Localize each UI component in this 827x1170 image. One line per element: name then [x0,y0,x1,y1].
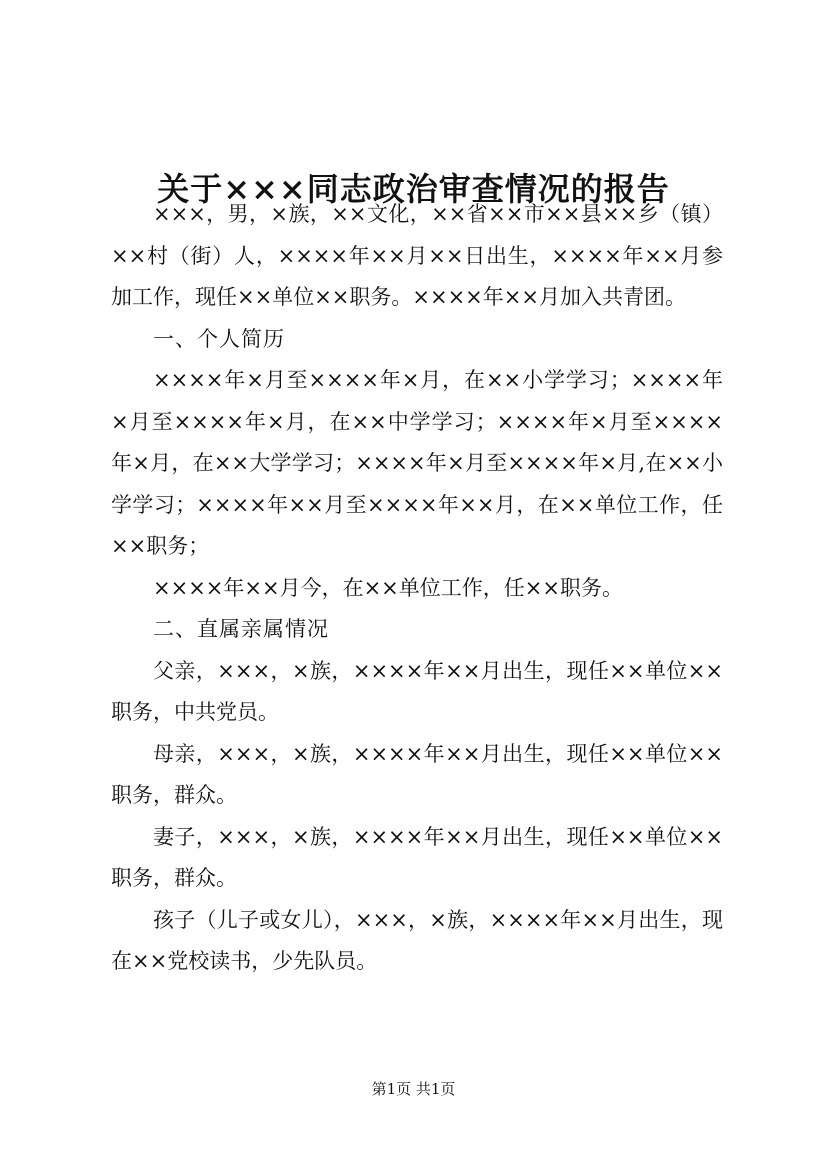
resume-paragraph: ××××年×月至××××年×月，在××小学学习；××××年×月至××××年×月，在××中学学习；××××年×月至××××年×月，在××大学学习；××××年×月至××××年×月,在××小学学习；××××年××月至××××年××月，在××单位工作，任××职务； [111,368,723,558]
father-paragraph: 父亲，×××，×族，××××年××月出生，现任××单位××职务，中共党员。 [111,658,723,724]
mother-paragraph: 母亲，×××，×族，××××年××月出生，现任××单位××职务，群众。 [111,741,723,807]
document-body [111,194,723,983]
current-position-paragraph: ××××年××月今，在××单位工作，任××职务。 [153,575,623,600]
section-heading-relatives: 二、直属亲属情况 [153,617,329,641]
document-title: 关于×××同志政治审查情况的报告 [157,170,670,209]
wife-paragraph: 妻子，×××，×族，××××年××月出生，现任××单位××职务，群众。 [111,824,723,890]
page-number-footer: 第1页 共1页 [371,1080,456,1098]
child-paragraph: 孩子（儿子或女儿），×××，×族，××××年××月出生，现在××党校读书，少先队员。 [111,907,723,973]
section-heading-resume: 一、个人简历 [153,326,285,351]
intro-paragraph: ×××，男，×族，××文化，××省××市××县××乡（镇）××村（街）人，××××年××月××日出生，××××年××月参加工作，现任××单位××职务。××××年××月加入共青团。 [111,202,723,309]
